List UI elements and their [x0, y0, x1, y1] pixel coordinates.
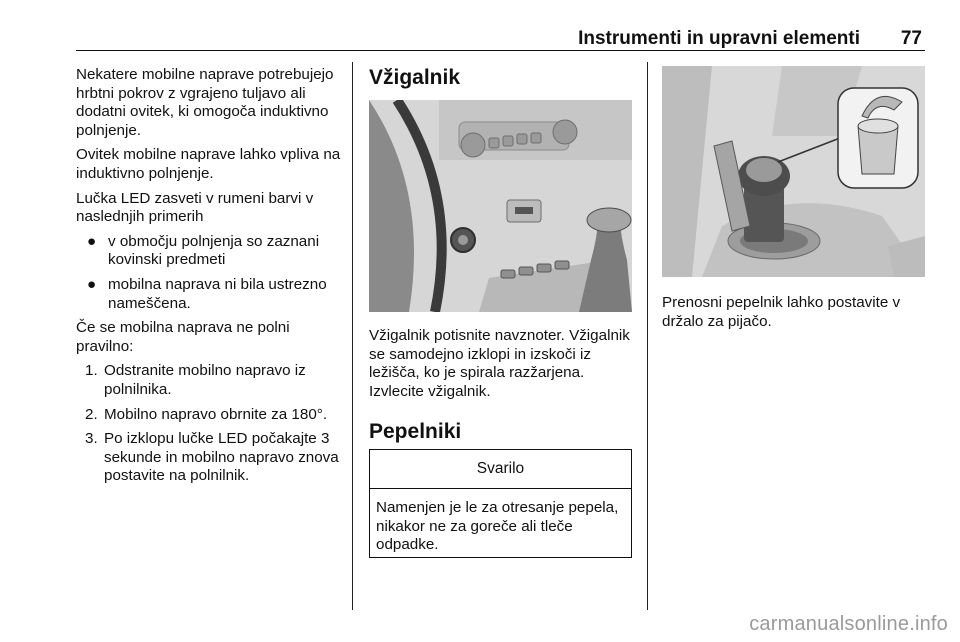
paragraph: Ovitek mobilne naprave lahko vpliva na induktivno polnjenje. [76, 146, 341, 182]
watermark-text: carmanualsonline.info [749, 613, 948, 635]
step-number: 3. [85, 430, 98, 448]
column-divider-1 [352, 62, 353, 610]
bullet-icon: ● [87, 232, 97, 250]
step-text: Odstranite mobilno napravo iz polnilnika. [104, 362, 306, 398]
lighter-photo [369, 100, 632, 312]
step-text: Po izklopu lučke LED počakajte 3 sekunde in mobilno napravo znova postavite na polnilnik. [104, 430, 339, 485]
warning-body: Namenjen je le za otresanje pepela, nikakor ne za goreče ali tleče odpadke. [376, 499, 619, 554]
bullet-text: mobilna naprava ni bila ustrezno nameščena. [108, 275, 327, 312]
warning-box [369, 449, 632, 558]
lighter-text: Vžigalnik potisnite navznoter. Vžigalnik se samodejno izklopi in izskoči iz ležišča, ko je spirala razžarjena. Izvlecite vžigalnik. [369, 327, 630, 400]
bullet-text: v območju polnjenja so zaznani kovinski predmeti [108, 232, 320, 269]
step-text: Mobilno napravo obrnite za 180°. [104, 405, 328, 423]
column-divider-2 [647, 62, 648, 610]
ashtray-photo [662, 66, 925, 277]
bullet-item [76, 276, 342, 313]
heading-lighter: Vžigalnik [369, 66, 461, 89]
left-column [76, 66, 342, 492]
page-number: 77 [900, 28, 922, 49]
paragraph: Če se mobilna naprava ne polni pravilno: [76, 319, 290, 355]
ashtray-text: Prenosni pepelnik lahko postavite v držalo za pijačo. [662, 294, 901, 330]
heading-ashtrays: Pepelniki [369, 420, 462, 443]
bullet-icon: ● [87, 275, 97, 293]
step-item [76, 362, 342, 399]
paragraph: Lučka LED zasveti v rumeni barvi v naslednjih primerih [76, 189, 314, 226]
step-item [76, 430, 342, 486]
bullet-item [76, 233, 342, 270]
step-item [76, 406, 342, 425]
running-header: Instrumenti in upravni elementi [578, 28, 860, 49]
lighter-illustration [369, 100, 632, 312]
header-rule [76, 50, 925, 51]
warning-title: Svarilo [370, 450, 631, 489]
step-number: 1. [85, 362, 98, 380]
ashtray-illustration [662, 66, 925, 277]
paragraph: Nekatere mobilne naprave potrebujejo hrbtni pokrov z vgrajeno tuljavo ali dodatni ovitek, ki omogoča induktivno polnjenje. [76, 66, 334, 139]
step-number: 2. [85, 405, 98, 423]
